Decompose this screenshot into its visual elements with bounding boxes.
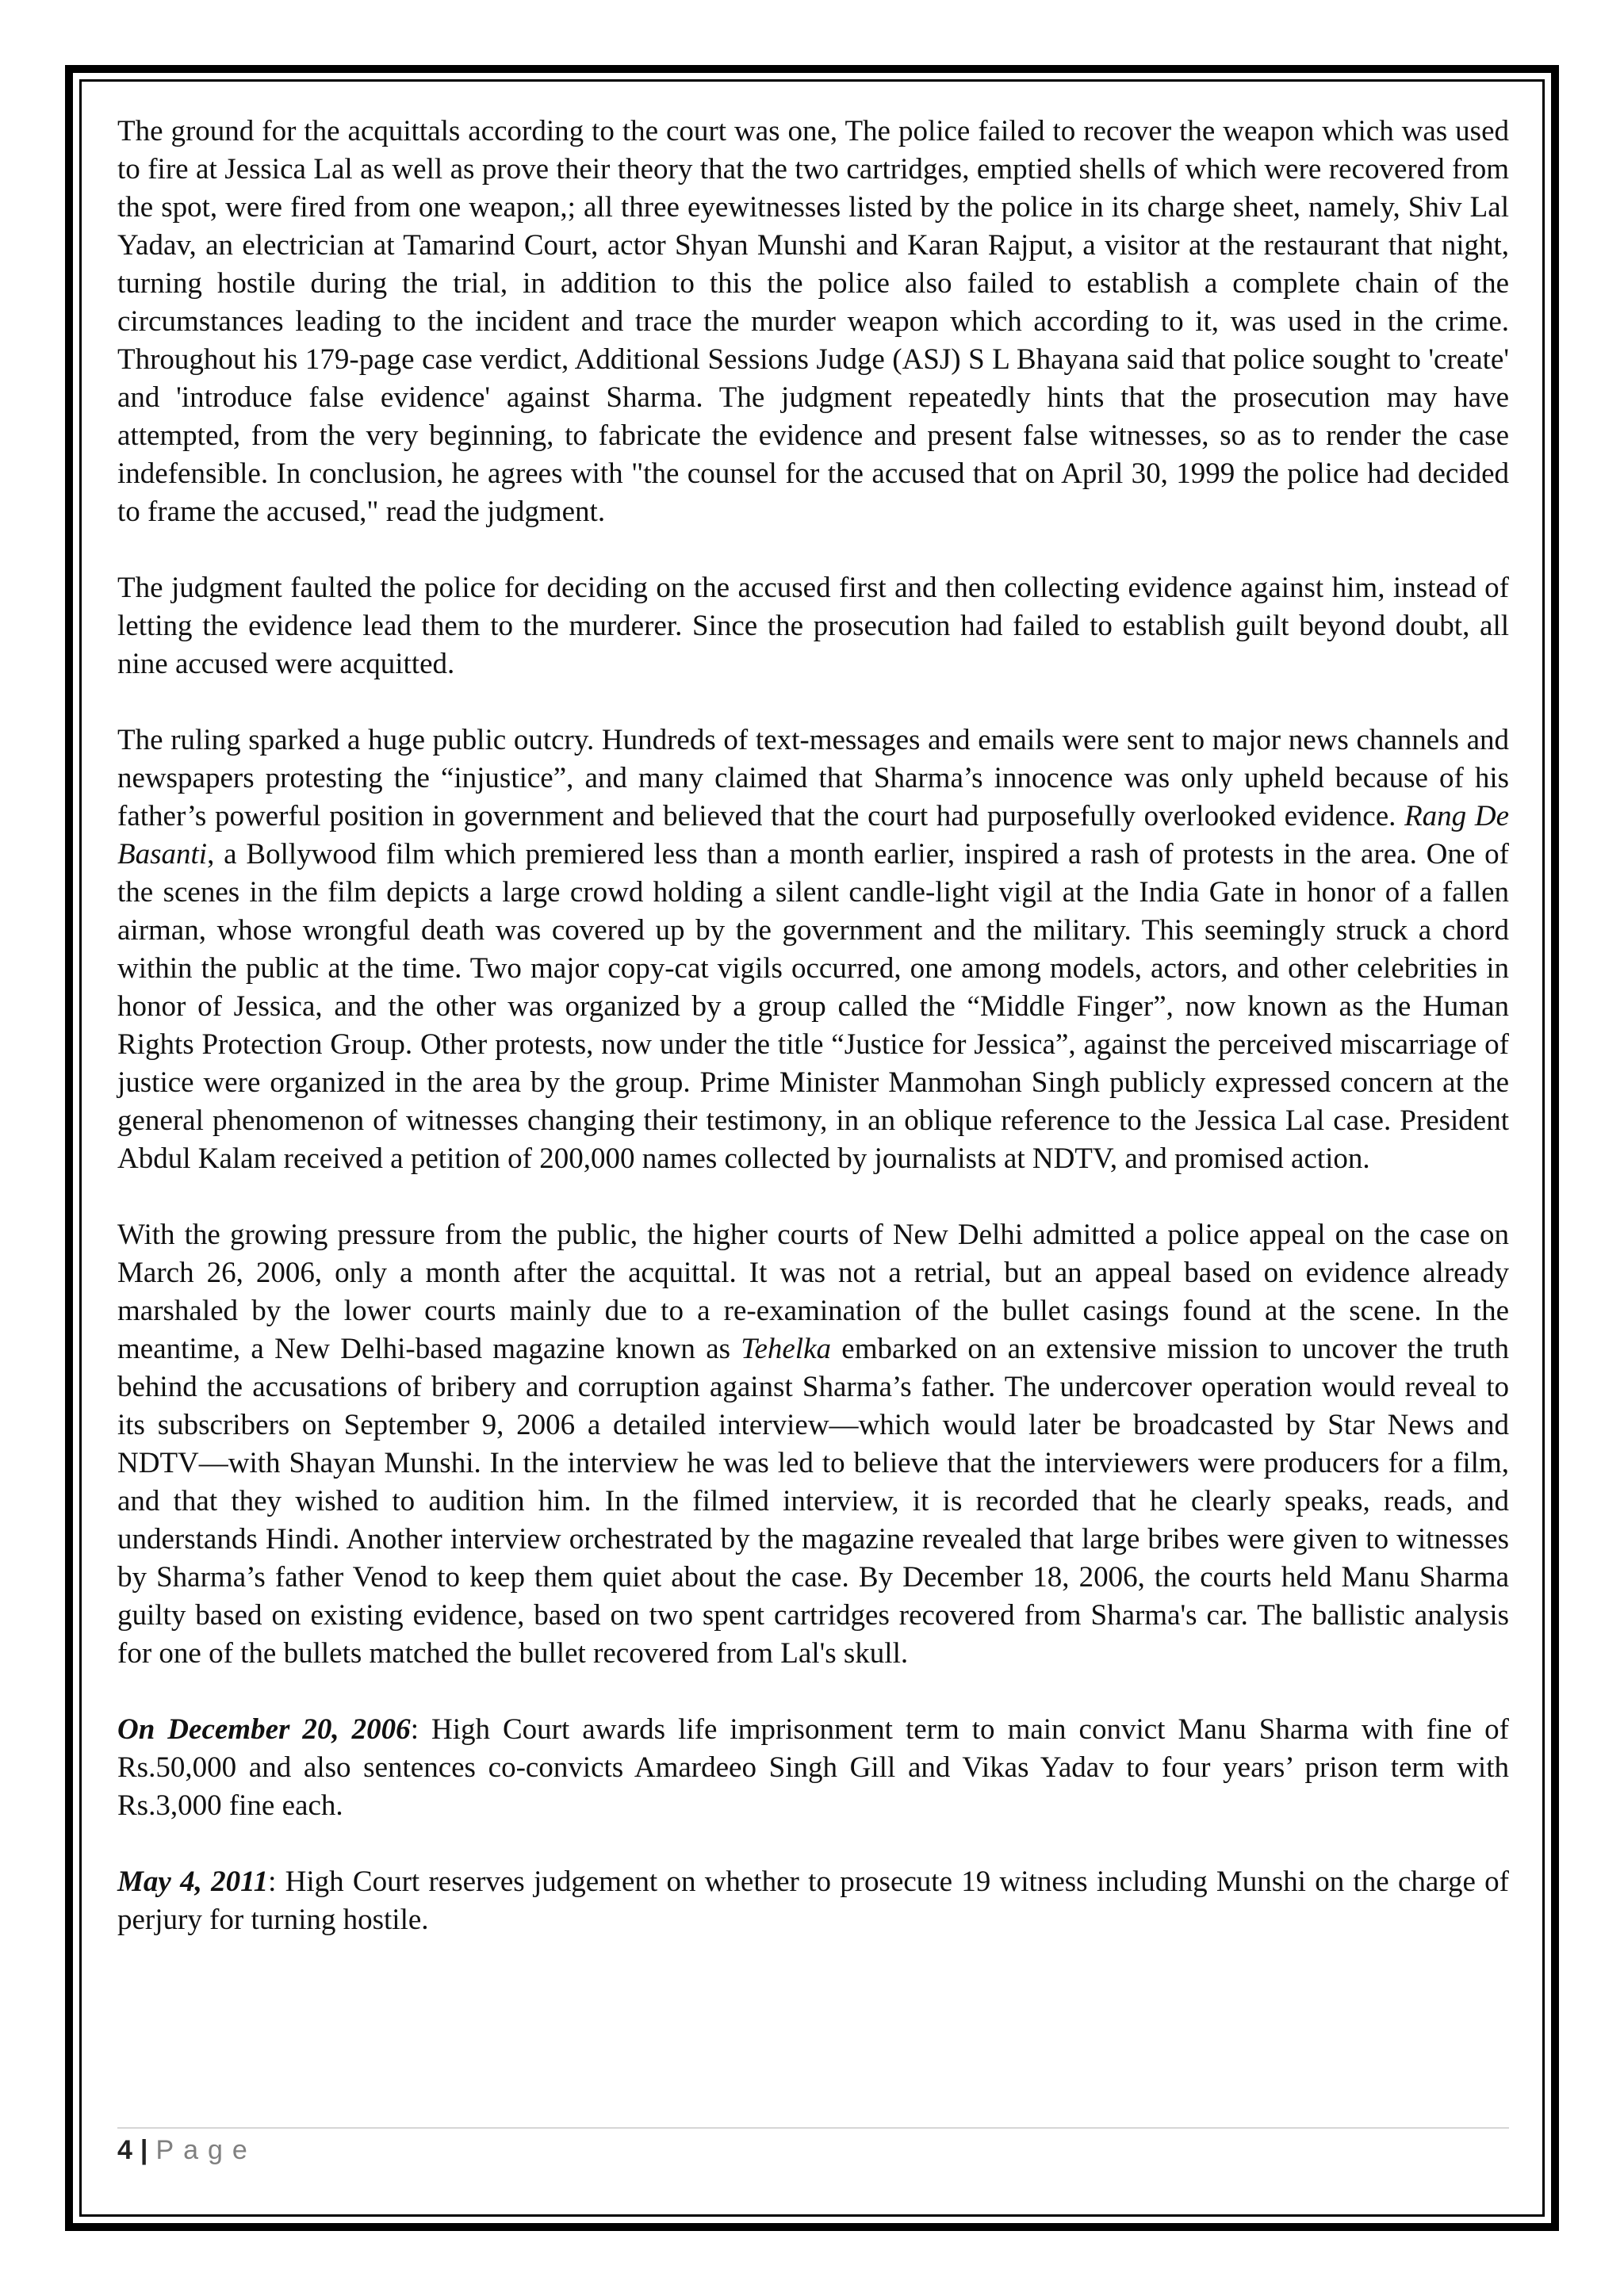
document-body — [117, 113, 1509, 1939]
paragraph-judgment-faulted: The judgment faulted the police for deciding on the accused first and then collecting evidence against him, instead of letting the evidence lead them to the murderer. Since the prosecution had failed to establish guilt beyond doubt, all nine accused were acquitted. — [117, 572, 1509, 680]
dec-2006-text: : High Court awards life imprisonment term to main convict Manu Sharma with fine of Rs.50,000 and also sentences co-convicts Amardeeo Singh Gill and Vikas Yadav to four years’ prison term with Rs.3,000 fine each. — [117, 1713, 1509, 1822]
magazine-title: Tehelka — [741, 1333, 832, 1365]
appeal-text-2: embarked on an extensive mission to uncover the truth behind the accusations of bribery and corruption against Sharma’s father. The undercover operation would reveal to its subscribers on September 9, 2006 a detailed interview—which would later be broadcasted by Star News and NDTV—with Shayan Munshi. In the interview he was led to believe that the interviewers were producers for a film, and that they wished to audition him. In the filmed interview, it is recorded that he clearly speaks, reads, and understands Hindi. Another interview orchestrated by the magazine revealed that large bribes were given to witnesses by Sharma’s father Venod to keep them quiet about the case. By December 18, 2006, the courts held Manu Sharma guilty based on existing evidence, based on two spent cartridges recovered from Sharma's car. The ballistic analysis for one of the bullets matched the bullet recovered from Lal's skull. — [117, 1333, 1510, 1670]
paragraph-public-outcry — [117, 721, 1509, 1178]
page-label: Page — [155, 2135, 257, 2165]
date-dec-20-2006: On December 20, 2006 — [117, 1713, 411, 1746]
paragraph-appeal — [117, 1216, 1509, 1673]
page-number: 4 — [117, 2135, 132, 2165]
appeal-text-1: With the growing pressure from the public, the higher courts of New Delhi admitted a police appeal on the case on March 26, 2006, only a month after the acquittal. It was not a retrial, but an appeal based on evidence already marshaled by the lower courts mainly due to a re-examination of the bullet casings found at the scene. In the meantime, a New Delhi-based magazine known as — [117, 1219, 1509, 1365]
footer-divider — [117, 2127, 1509, 2129]
page-footer — [117, 2133, 257, 2168]
outcry-text-1: The ruling sparked a huge public outcry. Hundreds of text-messages and emails were sent to major news channels and newspapers protesting the “injustice”, and many claimed that Sharma’s innocence was only upheld because of his father’s powerful position in government and believed that the court had purposefully overlooked evidence. — [117, 724, 1509, 832]
film-title: Rang De Basanti — [117, 800, 1509, 871]
may-2011-text: : High Court reserves judgement on whether to prosecute 19 witness including Munshi on the charge of perjury for turning hostile. — [117, 1866, 1509, 1936]
outcry-text-2: , a Bollywood film which premiered less than a month earlier, inspired a rash of protests in the area. One of the scenes in the film depicts a large crowd holding a silent candle-light vigil at the India Gate in honor of a fallen airman, whose wrongful death was covered up by the government and the military. This seemingly struck a chord within the public at the time. Two major copy-cat vigils occurred, one among models, actors, and other celebrities in honor of Jessica, and the other was organized by a group called the “Middle Finger”, now known as the Human Rights Protection Group. Other protests, now under the title “Justice for Jessica”, against the perceived miscarriage of justice were organized in the area by the group. Prime Minister Manmohan Singh publicly expressed concern at the general phenomenon of witnesses changing their testimony, in an oblique reference to the Jessica Lal case. President Abdul Kalam received a petition of 200,000 names collected by journalists at NDTV, and promised action. — [117, 838, 1509, 1175]
paragraph-may-2011 — [117, 1863, 1509, 1939]
date-may-4-2011: May 4, 2011 — [117, 1866, 269, 1898]
footer-separator: | — [140, 2135, 148, 2165]
paragraph-acquittal-grounds: The ground for the acquittals according to the court was one, The police failed to recover the weapon which was used to fire at Jessica Lal as well as prove their theory that the two cartridges, emptied shells of which were recovered from the spot, were fired from one weapon,; all three eyewitnesses listed by the police in its charge sheet, namely, Shiv Lal Yadav, an electrician at Tamarind Court, actor Shyan Munshi and Karan Rajput, a visitor at the restaurant that night, turning hostile during the trial, in addition to this the police also failed to establish a complete chain of the circumstances leading to the incident and trace the murder weapon which according to it, was used in the crime. Throughout his 179-page case verdict, Additional Sessions Judge (ASJ) S L Bhayana said that police sought to 'create' and 'introduce false evidence' against Sharma. The judgment repeatedly hints that the prosecution may have attempted, from the very beginning, to fabricate the evidence and present false witnesses, so as to render the case indefensible. In conclusion, he agrees with "the counsel for the accused that on April 30, 1999 the police had decided to frame the accused," read the judgment. — [117, 115, 1509, 528]
paragraph-dec-2006 — [117, 1711, 1509, 1825]
